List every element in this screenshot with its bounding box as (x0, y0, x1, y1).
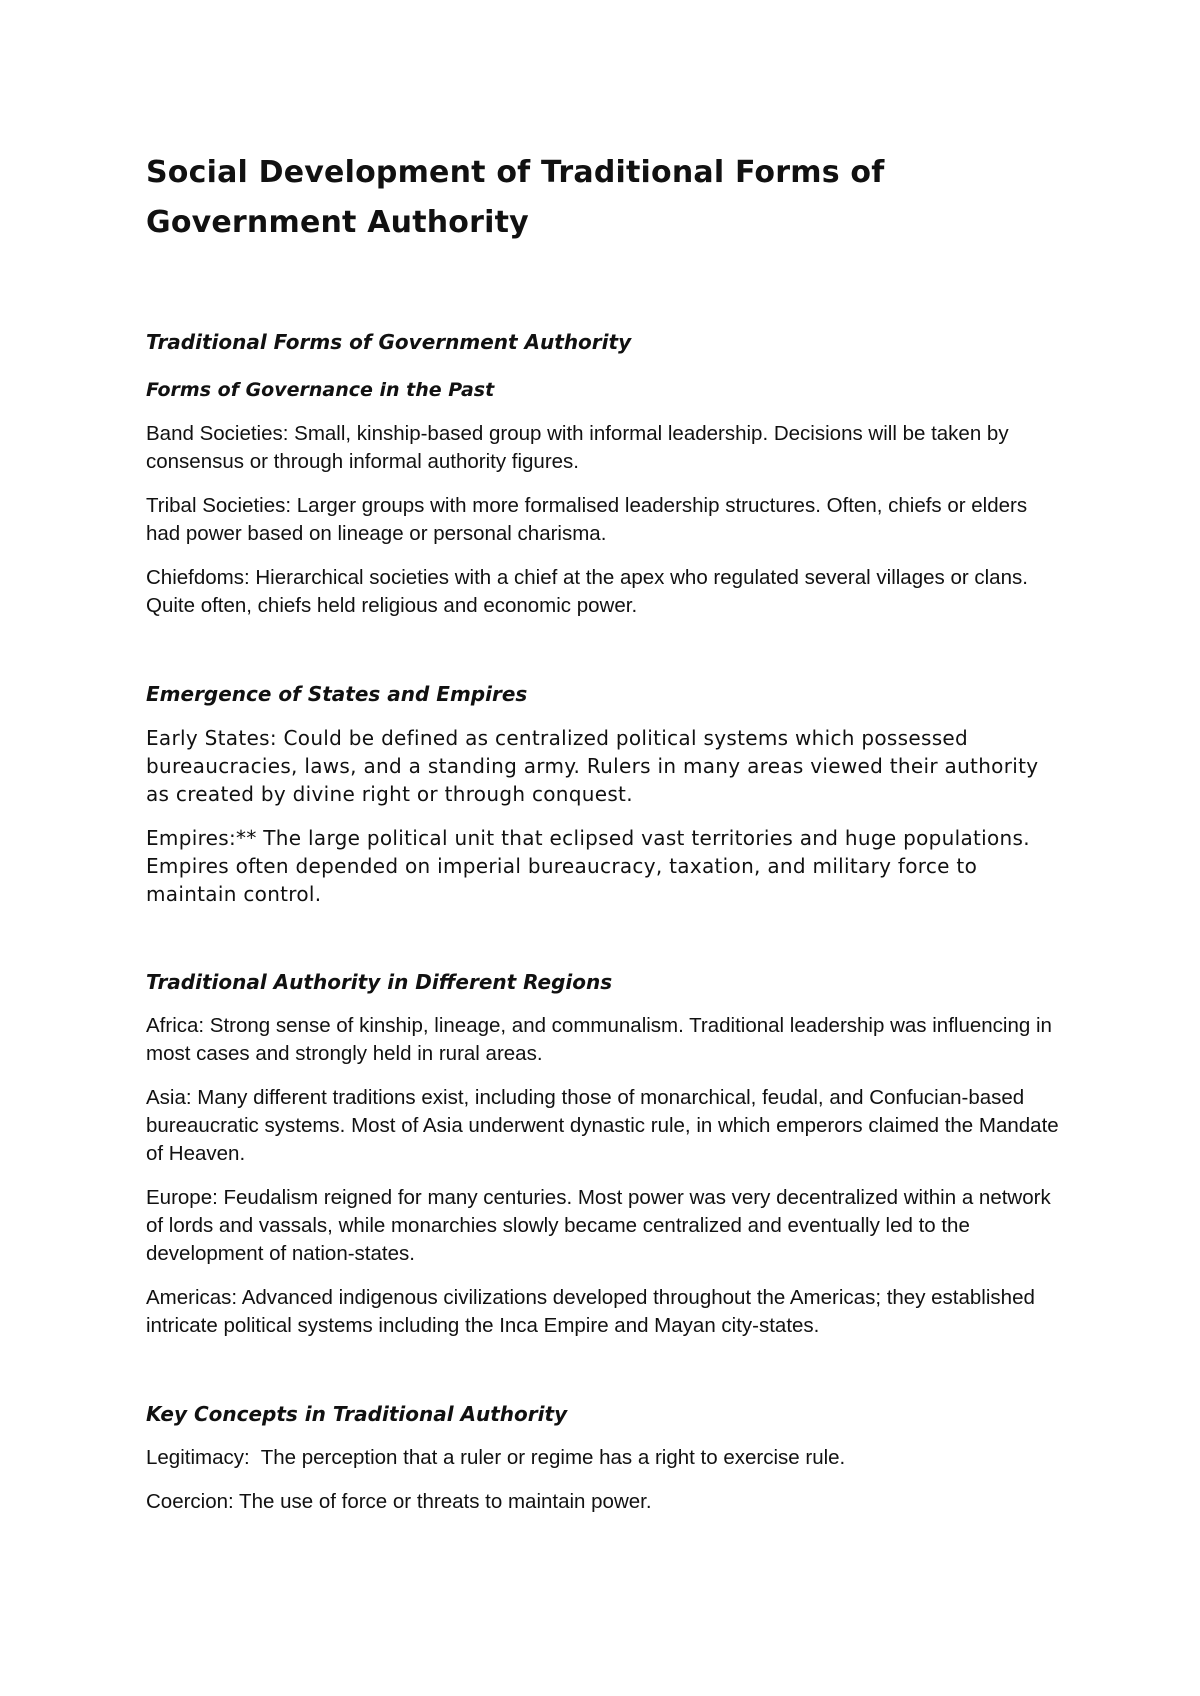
section-heading-key-concepts: Key Concepts in Traditional Authority (146, 1402, 568, 1426)
paragraph-coercion: Coercion: The use of force or threats to maintain power. (146, 1490, 652, 1513)
paragraph-legitimacy: Legitimacy: The perception that a ruler or regime has a right to exercise rule. (146, 1446, 846, 1469)
paragraph-asia: Asia: Many different traditions exist, including those of monarchical, feudal, and Confucian-based bureaucratic systems. Most of Asia underwent dynastic rule, in which emperors claimed the Mandate of Heaven. (146, 1086, 1059, 1165)
paragraph-empires: Empires:** The large political unit that eclipsed vast territories and huge populations. Empires often depended on imperial bureaucracy, taxation, and military force to maintain control. (146, 826, 1030, 906)
document-body (146, 148, 1066, 1516)
section-heading-regions: Traditional Authority in Different Regions (146, 970, 613, 994)
subheading-forms-of-governance: Forms of Governance in the Past (146, 379, 495, 401)
document-title: Social Development of Traditional Forms of Government Authority (146, 155, 885, 240)
paragraph-tribal-societies: Tribal Societies: Larger groups with more formalised leadership structures. Often, chiefs or elders had power based on lineage or personal charisma. (146, 494, 1028, 545)
paragraph-chiefdoms: Chiefdoms: Hierarchical societies with a chief at the apex who regulated several villages or clans. Quite often, chiefs held religious and economic power. (146, 566, 1028, 617)
paragraph-europe: Europe: Feudalism reigned for many centuries. Most power was very decentralized within a network of lords and vassals, while monarchies slowly became centralized and eventually led to the development of nation-states. (146, 1186, 1051, 1265)
section-heading-states-and-empires: Emergence of States and Empires (146, 682, 528, 706)
paragraph-americas: Americas: Advanced indigenous civilizations developed throughout the Americas; they established intricate political systems including the Inca Empire and Mayan city-states. (146, 1286, 1035, 1337)
paragraph-early-states: Early States: Could be defined as centralized political systems which possessed bureaucracies, laws, and a standing army. Rulers in many areas viewed their authority as created by divine right or through conquest. (146, 726, 1039, 806)
section-heading-traditional-forms: Traditional Forms of Government Authority (146, 330, 632, 354)
paragraph-africa: Africa: Strong sense of kinship, lineage, and communalism. Traditional leadership was influencing in most cases and strongly held in rural areas. (146, 1014, 1052, 1065)
paragraph-band-societies: Band Societies: Small, kinship-based group with informal leadership. Decisions will be taken by consensus or through informal authority figures. (146, 422, 1009, 473)
